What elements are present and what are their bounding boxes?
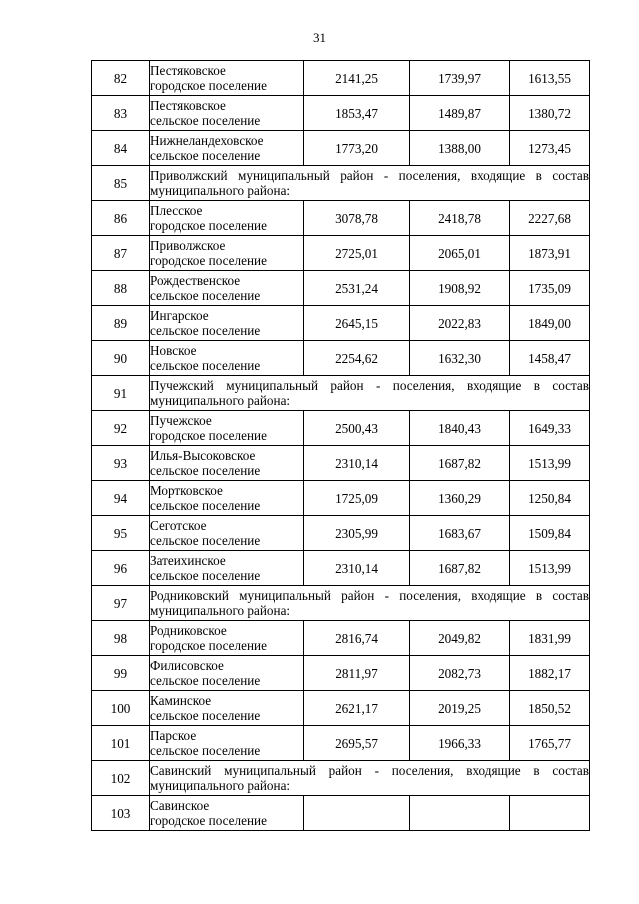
row-number: 101: [92, 726, 150, 761]
table-section-row: [92, 586, 590, 621]
row-number: 96: [92, 551, 150, 586]
value-cell-2: 1632,30: [410, 341, 510, 376]
settlement-type-line2: городское поселение: [150, 813, 267, 828]
row-number: 93: [92, 446, 150, 481]
row-number: 82: [92, 61, 150, 96]
value-cell-2: 2418,78: [410, 201, 510, 236]
value-cell-1: 2141,25: [304, 61, 410, 96]
settlement-type-line2: сельское поселение: [150, 113, 261, 128]
row-number: 100: [92, 691, 150, 726]
value-cell-2: 2065,01: [410, 236, 510, 271]
settlement-name: [150, 61, 304, 96]
row-number: 99: [92, 656, 150, 691]
settlement-type-line2: сельское поселение: [150, 498, 261, 513]
settlement-name: [150, 306, 304, 341]
table-row: [92, 61, 590, 96]
row-number: 84: [92, 131, 150, 166]
table-row: [92, 516, 590, 551]
value-cell-3: 1850,52: [510, 691, 590, 726]
table-row: [92, 446, 590, 481]
settlement-name-line1: Илья-Высоковское: [150, 448, 256, 463]
settlement-type-line2: городское поселение: [150, 78, 267, 93]
value-cell-1: 2305,99: [304, 516, 410, 551]
value-cell-1: 2310,14: [304, 551, 410, 586]
table-row: [92, 481, 590, 516]
value-cell-1: 2531,24: [304, 271, 410, 306]
settlement-type-line2: сельское поселение: [150, 743, 261, 758]
value-cell-3: 1735,09: [510, 271, 590, 306]
row-number: 85: [92, 166, 150, 201]
value-cell-1: 2725,01: [304, 236, 410, 271]
value-cell-3: 1513,99: [510, 551, 590, 586]
value-cell-3: 1882,17: [510, 656, 590, 691]
settlement-name-line1: Сеготское: [150, 518, 207, 533]
settlement-name: [150, 201, 304, 236]
value-cell-2: 1683,67: [410, 516, 510, 551]
settlements-table: [91, 60, 590, 831]
page-number: 31: [313, 30, 326, 45]
table-row: [92, 271, 590, 306]
settlement-name: [150, 551, 304, 586]
table-row: [92, 551, 590, 586]
settlement-type-line2: сельское поселение: [150, 708, 261, 723]
row-number: 83: [92, 96, 150, 131]
value-cell-2: 1739,97: [410, 61, 510, 96]
settlement-name-line1: Пучежское: [150, 413, 212, 428]
value-cell-2: 1489,87: [410, 96, 510, 131]
table-row: [92, 726, 590, 761]
settlement-name-line1: Рождественское: [150, 273, 241, 288]
settlement-type-line2: сельское поселение: [150, 533, 261, 548]
value-cell-3: 1273,45: [510, 131, 590, 166]
value-cell-2: 2022,83: [410, 306, 510, 341]
value-cell-2: 1360,29: [410, 481, 510, 516]
value-cell-3: 1849,00: [510, 306, 590, 341]
value-cell-2: 2082,73: [410, 656, 510, 691]
settlement-name-line1: Пестяковское: [150, 98, 226, 113]
settlement-name: [150, 341, 304, 376]
value-cell-1: 2500,43: [304, 411, 410, 446]
settlement-name: [150, 621, 304, 656]
table-section-row: [92, 376, 590, 411]
value-cell-3: 1250,84: [510, 481, 590, 516]
table-section-row: [92, 761, 590, 796]
table-row: [92, 131, 590, 166]
table-row: [92, 306, 590, 341]
settlement-type-line2: городское поселение: [150, 218, 267, 233]
value-cell-1: 2254,62: [304, 341, 410, 376]
settlement-name: [150, 236, 304, 271]
value-cell-1: 1773,20: [304, 131, 410, 166]
row-number: 94: [92, 481, 150, 516]
table-row: [92, 201, 590, 236]
row-number: 86: [92, 201, 150, 236]
settlement-name-line1: Мортковское: [150, 483, 223, 498]
settlement-name-line1: Пестяковское: [150, 63, 226, 78]
row-number: 89: [92, 306, 150, 341]
settlement-name-line1: Парское: [150, 728, 197, 743]
value-cell-2: 1687,82: [410, 446, 510, 481]
settlement-name: [150, 131, 304, 166]
row-number: 95: [92, 516, 150, 551]
value-cell-3: 1831,99: [510, 621, 590, 656]
row-number: 91: [92, 376, 150, 411]
value-cell-2: 1687,82: [410, 551, 510, 586]
value-cell-1: 1725,09: [304, 481, 410, 516]
row-number: 102: [92, 761, 150, 796]
settlement-name-line1: Савинское: [150, 798, 210, 813]
table-row: [92, 796, 590, 831]
value-cell-3: 1509,84: [510, 516, 590, 551]
row-number: 90: [92, 341, 150, 376]
value-cell-3: 1649,33: [510, 411, 590, 446]
value-cell-2: 2049,82: [410, 621, 510, 656]
settlement-type-line2: городское поселение: [150, 638, 267, 653]
district-heading: Пучежский муниципальный район - поселения, входящие в состав муниципального района:: [150, 376, 590, 411]
table-row: [92, 656, 590, 691]
row-number: 103: [92, 796, 150, 831]
district-heading: Савинский муниципальный район - поселения, входящие в состав муниципального района:: [150, 761, 590, 796]
settlement-name-line1: Ингарское: [150, 308, 209, 323]
value-cell-2: 2019,25: [410, 691, 510, 726]
row-number: 87: [92, 236, 150, 271]
value-cell-3: 1873,91: [510, 236, 590, 271]
settlement-type-line2: сельское поселение: [150, 358, 261, 373]
settlement-type-line2: сельское поселение: [150, 323, 261, 338]
settlement-type-line2: сельское поселение: [150, 148, 261, 163]
value-cell-2: 1908,92: [410, 271, 510, 306]
value-cell-3: [510, 796, 590, 831]
settlement-name: [150, 656, 304, 691]
settlement-name: [150, 271, 304, 306]
row-number: 92: [92, 411, 150, 446]
value-cell-1: 3078,78: [304, 201, 410, 236]
row-number: 88: [92, 271, 150, 306]
settlement-name-line1: Родниковское: [150, 623, 227, 638]
table-row: [92, 236, 590, 271]
row-number: 97: [92, 586, 150, 621]
table-row: [92, 691, 590, 726]
value-cell-1: 2811,97: [304, 656, 410, 691]
table-section-row: [92, 166, 590, 201]
settlement-name: [150, 411, 304, 446]
settlement-name-line1: Затеихинское: [150, 553, 226, 568]
district-heading: Приволжский муниципальный район - поселения, входящие в состав муниципального района:: [150, 166, 590, 201]
settlement-name-line1: Филисовское: [150, 658, 224, 673]
value-cell-3: 1458,47: [510, 341, 590, 376]
value-cell-1: 2621,17: [304, 691, 410, 726]
settlement-type-line2: сельское поселение: [150, 673, 261, 688]
settlement-name: [150, 446, 304, 481]
settlement-type-line2: городское поселение: [150, 253, 267, 268]
settlement-type-line2: городское поселение: [150, 428, 267, 443]
table-row: [92, 341, 590, 376]
settlement-type-line2: сельское поселение: [150, 568, 261, 583]
value-cell-2: 1840,43: [410, 411, 510, 446]
settlement-name: [150, 726, 304, 761]
value-cell-2: [410, 796, 510, 831]
value-cell-1: 2645,15: [304, 306, 410, 341]
value-cell-1: 2816,74: [304, 621, 410, 656]
value-cell-1: 1853,47: [304, 96, 410, 131]
settlement-name: [150, 691, 304, 726]
table-row: [92, 96, 590, 131]
settlement-name: [150, 516, 304, 551]
district-heading: Родниковский муниципальный район - поселения, входящие в состав муниципального района:: [150, 586, 590, 621]
settlement-name-line1: Каминское: [150, 693, 212, 708]
settlement-name: [150, 481, 304, 516]
value-cell-1: 2695,57: [304, 726, 410, 761]
settlement-type-line2: сельское поселение: [150, 463, 261, 478]
settlement-name-line1: Плесское: [150, 203, 203, 218]
settlement-type-line2: сельское поселение: [150, 288, 261, 303]
value-cell-3: 1613,55: [510, 61, 590, 96]
settlement-name-line1: Приволжское: [150, 238, 226, 253]
value-cell-3: 1380,72: [510, 96, 590, 131]
table-body: [92, 61, 590, 831]
value-cell-2: 1388,00: [410, 131, 510, 166]
value-cell-3: 1513,99: [510, 446, 590, 481]
settlement-name-line1: Нижнеландеховское: [150, 133, 264, 148]
settlement-name: [150, 96, 304, 131]
settlement-name: [150, 796, 304, 831]
value-cell-2: 1966,33: [410, 726, 510, 761]
table-row: [92, 621, 590, 656]
value-cell-3: 2227,68: [510, 201, 590, 236]
value-cell-3: 1765,77: [510, 726, 590, 761]
value-cell-1: 2310,14: [304, 446, 410, 481]
settlement-name-line1: Новское: [150, 343, 197, 358]
row-number: 98: [92, 621, 150, 656]
table-row: [92, 411, 590, 446]
value-cell-1: [304, 796, 410, 831]
